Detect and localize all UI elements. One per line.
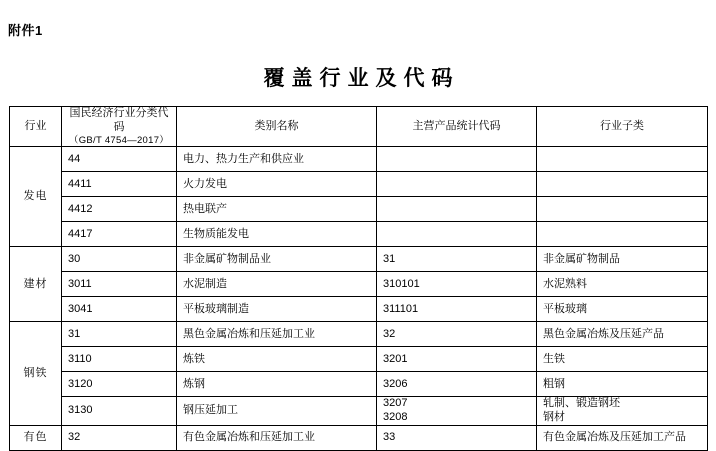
cell-sub-industry: 有色金属冶炼及压延加工产品 <box>537 425 708 450</box>
cell-category-name: 火力发电 <box>177 172 377 197</box>
cell-category-name: 水泥制造 <box>177 272 377 297</box>
cell-sub-industry <box>537 147 708 172</box>
cell-category-name: 平板玻璃制造 <box>177 297 377 322</box>
header-category-name-label: 类别名称 <box>254 119 299 132</box>
cell-category-name: 炼钢 <box>177 372 377 397</box>
cell-sub-industry: 平板玻璃 <box>537 297 708 322</box>
cell-sub-industry <box>537 197 708 222</box>
cell-category-name: 非金属矿物制品业 <box>177 247 377 272</box>
cell-product-code: 31 <box>377 247 537 272</box>
cell-category-name: 钢压延加工 <box>177 397 377 426</box>
cell-industry-code: 4417 <box>62 222 177 247</box>
header-code-main-label: 国民经济行业分类代码 <box>69 107 169 133</box>
cell-product-code <box>377 197 537 222</box>
header-product-code <box>377 107 537 147</box>
cell-industry-code: 4411 <box>62 172 177 197</box>
industry-group-cell: 建材 <box>10 247 62 322</box>
table-row <box>10 297 708 322</box>
cell-industry-code: 31 <box>62 322 177 347</box>
cell-product-code: 3207 3208 <box>377 397 537 426</box>
cell-category-name: 黑色金属冶炼和压延加工业 <box>177 322 377 347</box>
table-row <box>10 222 708 247</box>
cell-sub-industry: 黑色金属冶炼及压延产品 <box>537 322 708 347</box>
table-body <box>10 147 708 451</box>
cell-industry-code: 3120 <box>62 372 177 397</box>
cell-sub-industry <box>537 172 708 197</box>
cell-sub-industry: 水泥熟料 <box>537 272 708 297</box>
table-row <box>10 347 708 372</box>
header-industry-label: 行业 <box>24 119 47 132</box>
cell-category-name: 热电联产 <box>177 197 377 222</box>
cell-category-name: 有色金属冶炼和压延加工业 <box>177 425 377 450</box>
page-title: 覆盖行业及代码 <box>263 65 460 90</box>
cell-product-code: 311101 <box>377 297 537 322</box>
cell-category-name: 生物质能发电 <box>177 222 377 247</box>
cell-sub-industry: 轧制、锻造钢坯 钢材 <box>537 397 708 426</box>
table-row <box>10 272 708 297</box>
table-row <box>10 172 708 197</box>
cell-industry-code: 3011 <box>62 272 177 297</box>
table-row <box>10 147 708 172</box>
header-code-sub-label: （GB/T 4754—2017） <box>68 134 170 146</box>
cell-product-code <box>377 147 537 172</box>
cell-category-name: 炼铁 <box>177 347 377 372</box>
table-header <box>10 107 708 147</box>
header-product-code-label: 主营产品统计代码 <box>412 119 501 132</box>
cell-industry-code: 3130 <box>62 397 177 426</box>
industry-group-cell: 发电 <box>10 147 62 247</box>
table-row <box>10 247 708 272</box>
header-category-name <box>177 107 377 147</box>
cell-sub-industry: 粗钢 <box>537 372 708 397</box>
cell-sub-industry <box>537 222 708 247</box>
header-industry <box>10 107 62 147</box>
table-header-row <box>10 107 708 147</box>
header-sub-industry-label: 行业子类 <box>600 119 644 132</box>
coverage-table-wrapper <box>9 106 707 451</box>
cell-category-name: 电力、热力生产和供应业 <box>177 147 377 172</box>
cell-product-code <box>377 222 537 247</box>
attachment-label: 附件1 <box>8 23 43 38</box>
table-row <box>10 425 708 450</box>
cell-product-code: 3206 <box>377 372 537 397</box>
cell-product-code: 33 <box>377 425 537 450</box>
cell-industry-code: 32 <box>62 425 177 450</box>
cell-product-code: 3201 <box>377 347 537 372</box>
cell-product-code <box>377 172 537 197</box>
cell-industry-code: 3041 <box>62 297 177 322</box>
cell-sub-industry: 非金属矿物制品 <box>537 247 708 272</box>
cell-industry-code: 44 <box>62 147 177 172</box>
industry-group-cell: 钢铁 <box>10 322 62 426</box>
cell-product-code: 310101 <box>377 272 537 297</box>
table-row <box>10 397 708 426</box>
header-code <box>62 107 177 147</box>
table-row <box>10 372 708 397</box>
cell-product-code: 32 <box>377 322 537 347</box>
header-sub-industry <box>537 107 708 147</box>
cell-industry-code: 4412 <box>62 197 177 222</box>
cell-industry-code: 3110 <box>62 347 177 372</box>
industry-group-cell: 有色 <box>10 425 62 450</box>
coverage-table <box>9 106 708 451</box>
cell-sub-industry: 生铁 <box>537 347 708 372</box>
table-row <box>10 197 708 222</box>
cell-industry-code: 30 <box>62 247 177 272</box>
table-row <box>10 322 708 347</box>
